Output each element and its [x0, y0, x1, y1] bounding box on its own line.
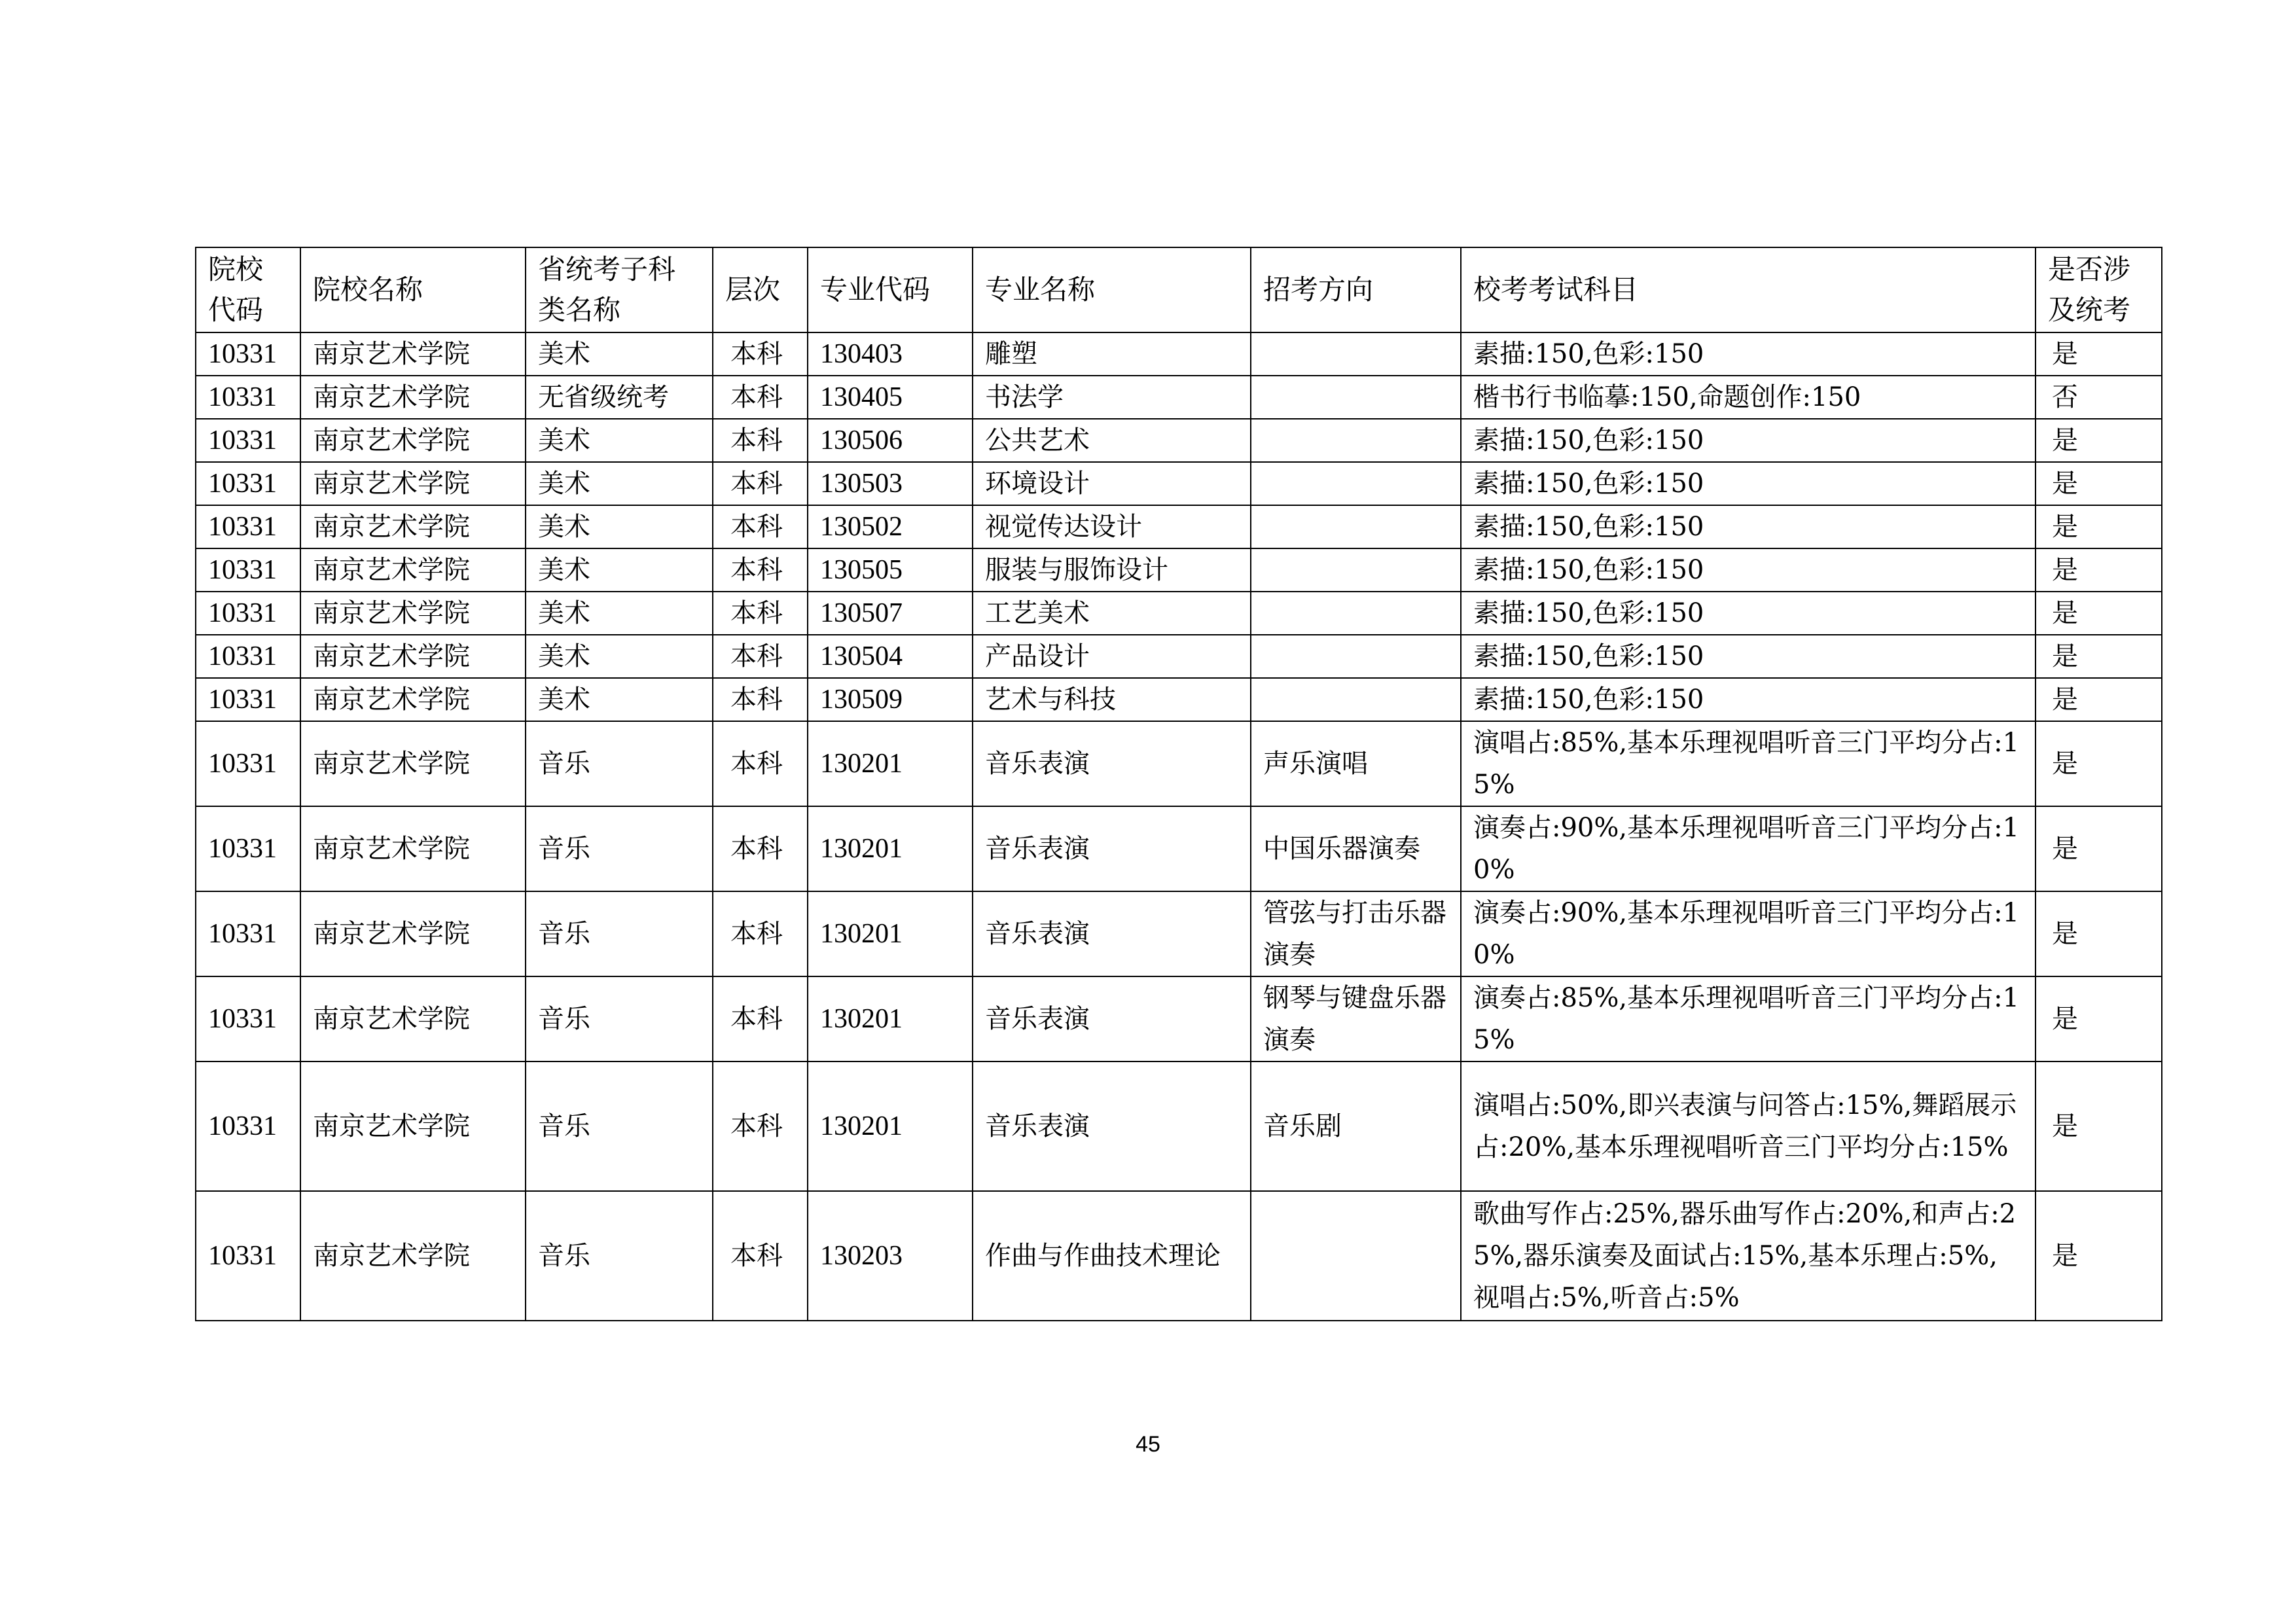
cell-school-code: 10331 — [196, 1061, 300, 1191]
cell-school-name: 南京艺术学院 — [300, 678, 526, 721]
cell-category: 音乐 — [526, 976, 713, 1061]
cell-major-name: 音乐表演 — [973, 891, 1251, 976]
cell-school-code: 10331 — [196, 635, 300, 678]
cell-direction — [1251, 1191, 1461, 1321]
cell-major-name: 作曲与作曲技术理论 — [973, 1191, 1251, 1321]
cell-subjects: 素描:150,色彩:150 — [1461, 592, 2036, 635]
cell-major-name: 音乐表演 — [973, 806, 1251, 891]
cell-subjects: 素描:150,色彩:150 — [1461, 332, 2036, 376]
cell-major-code: 130405 — [808, 376, 973, 419]
cell-school-code: 10331 — [196, 419, 300, 462]
cell-direction — [1251, 376, 1461, 419]
cell-category: 美术 — [526, 505, 713, 548]
cell-category: 美术 — [526, 462, 713, 505]
cell-subjects: 演奏占:90%,基本乐理视唱听音三门平均分占:10% — [1461, 806, 2036, 891]
cell-school-name: 南京艺术学院 — [300, 462, 526, 505]
cell-school-code: 10331 — [196, 1191, 300, 1321]
cell-school-name: 南京艺术学院 — [300, 376, 526, 419]
cell-major-name: 服装与服饰设计 — [973, 548, 1251, 592]
header-category: 省统考子科类名称 — [526, 247, 713, 332]
cell-major-name: 公共艺术 — [973, 419, 1251, 462]
cell-major-code: 130505 — [808, 548, 973, 592]
cell-major-name: 雕塑 — [973, 332, 1251, 376]
cell-subjects: 素描:150,色彩:150 — [1461, 505, 2036, 548]
cell-major-name: 环境设计 — [973, 462, 1251, 505]
cell-level: 本科 — [713, 891, 808, 976]
cell-school-name: 南京艺术学院 — [300, 419, 526, 462]
cell-unified: 是 — [2036, 505, 2162, 548]
header-major-code: 专业代码 — [808, 247, 973, 332]
cell-school-code: 10331 — [196, 332, 300, 376]
cell-subjects: 素描:150,色彩:150 — [1461, 419, 2036, 462]
cell-level: 本科 — [713, 976, 808, 1061]
header-school-name: 院校名称 — [300, 247, 526, 332]
cell-school-name: 南京艺术学院 — [300, 548, 526, 592]
table-row — [196, 721, 2162, 806]
cell-school-name: 南京艺术学院 — [300, 592, 526, 635]
table-row — [196, 806, 2162, 891]
cell-direction — [1251, 505, 1461, 548]
cell-unified: 是 — [2036, 592, 2162, 635]
cell-level: 本科 — [713, 376, 808, 419]
table-body — [196, 332, 2162, 1321]
cell-major-name: 音乐表演 — [973, 976, 1251, 1061]
cell-category: 美术 — [526, 332, 713, 376]
table-row — [196, 505, 2162, 548]
cell-unified: 是 — [2036, 332, 2162, 376]
cell-direction: 管弦与打击乐器演奏 — [1251, 891, 1461, 976]
cell-school-name: 南京艺术学院 — [300, 1191, 526, 1321]
cell-subjects: 演奏占:85%,基本乐理视唱听音三门平均分占:15% — [1461, 976, 2036, 1061]
cell-direction — [1251, 678, 1461, 721]
cell-major-name: 音乐表演 — [973, 721, 1251, 806]
cell-major-code: 130504 — [808, 635, 973, 678]
cell-level: 本科 — [713, 505, 808, 548]
cell-direction: 中国乐器演奏 — [1251, 806, 1461, 891]
cell-unified: 是 — [2036, 976, 2162, 1061]
cell-school-name: 南京艺术学院 — [300, 976, 526, 1061]
header-unified: 是否涉及统考 — [2036, 247, 2162, 332]
cell-major-code: 130506 — [808, 419, 973, 462]
cell-level: 本科 — [713, 721, 808, 806]
admissions-table — [195, 247, 2162, 1321]
table-row — [196, 332, 2162, 376]
cell-unified: 是 — [2036, 548, 2162, 592]
cell-school-code: 10331 — [196, 548, 300, 592]
cell-major-name: 书法学 — [973, 376, 1251, 419]
cell-unified: 是 — [2036, 806, 2162, 891]
cell-major-code: 130403 — [808, 332, 973, 376]
cell-direction — [1251, 548, 1461, 592]
table-row — [196, 1191, 2162, 1321]
table-row — [196, 891, 2162, 976]
cell-school-name: 南京艺术学院 — [300, 505, 526, 548]
cell-subjects: 素描:150,色彩:150 — [1461, 548, 2036, 592]
table-row — [196, 462, 2162, 505]
cell-subjects: 歌曲写作占:25%,器乐曲写作占:20%,和声占:25%,器乐演奏及面试占:15%,基本乐理占:5%,视唱占:5%,听音占:5% — [1461, 1191, 2036, 1321]
cell-school-code: 10331 — [196, 462, 300, 505]
cell-level: 本科 — [713, 678, 808, 721]
cell-subjects: 素描:150,色彩:150 — [1461, 635, 2036, 678]
cell-subjects: 演唱占:85%,基本乐理视唱听音三门平均分占:15% — [1461, 721, 2036, 806]
cell-category: 音乐 — [526, 891, 713, 976]
table-row — [196, 548, 2162, 592]
table-row — [196, 678, 2162, 721]
cell-major-code: 130503 — [808, 462, 973, 505]
cell-major-code: 130201 — [808, 891, 973, 976]
cell-school-name: 南京艺术学院 — [300, 1061, 526, 1191]
cell-level: 本科 — [713, 1061, 808, 1191]
cell-school-code: 10331 — [196, 592, 300, 635]
cell-level: 本科 — [713, 635, 808, 678]
table-row — [196, 419, 2162, 462]
cell-school-code: 10331 — [196, 376, 300, 419]
cell-major-name: 音乐表演 — [973, 1061, 1251, 1191]
cell-category: 音乐 — [526, 721, 713, 806]
cell-unified: 是 — [2036, 419, 2162, 462]
page-number: 45 — [1136, 1432, 1160, 1457]
table-row — [196, 592, 2162, 635]
cell-major-code: 130509 — [808, 678, 973, 721]
cell-major-code: 130201 — [808, 806, 973, 891]
cell-unified: 是 — [2036, 678, 2162, 721]
cell-unified: 是 — [2036, 721, 2162, 806]
cell-unified: 是 — [2036, 1061, 2162, 1191]
cell-category: 无省级统考 — [526, 376, 713, 419]
cell-school-code: 10331 — [196, 505, 300, 548]
cell-major-code: 130201 — [808, 976, 973, 1061]
cell-school-name: 南京艺术学院 — [300, 635, 526, 678]
cell-major-name: 视觉传达设计 — [973, 505, 1251, 548]
cell-school-name: 南京艺术学院 — [300, 891, 526, 976]
cell-level: 本科 — [713, 332, 808, 376]
cell-unified: 是 — [2036, 1191, 2162, 1321]
header-level: 层次 — [713, 247, 808, 332]
cell-category: 音乐 — [526, 1191, 713, 1321]
cell-direction — [1251, 635, 1461, 678]
cell-school-code: 10331 — [196, 678, 300, 721]
cell-level: 本科 — [713, 806, 808, 891]
cell-direction — [1251, 462, 1461, 505]
cell-direction: 钢琴与键盘乐器演奏 — [1251, 976, 1461, 1061]
cell-category: 美术 — [526, 419, 713, 462]
cell-direction: 声乐演唱 — [1251, 721, 1461, 806]
table-row — [196, 635, 2162, 678]
header-subjects: 校考考试科目 — [1461, 247, 2036, 332]
cell-major-code: 130502 — [808, 505, 973, 548]
cell-category: 美术 — [526, 635, 713, 678]
cell-major-code: 130201 — [808, 721, 973, 806]
cell-major-code: 130203 — [808, 1191, 973, 1321]
cell-school-code: 10331 — [196, 976, 300, 1061]
cell-level: 本科 — [713, 592, 808, 635]
cell-category: 音乐 — [526, 1061, 713, 1191]
header-school-code: 院校代码 — [196, 247, 300, 332]
cell-unified: 是 — [2036, 462, 2162, 505]
cell-major-name: 工艺美术 — [973, 592, 1251, 635]
cell-school-code: 10331 — [196, 891, 300, 976]
cell-school-name: 南京艺术学院 — [300, 332, 526, 376]
cell-subjects: 楷书行书临摹:150,命题创作:150 — [1461, 376, 2036, 419]
header-direction: 招考方向 — [1251, 247, 1461, 332]
cell-major-name: 产品设计 — [973, 635, 1251, 678]
cell-school-code: 10331 — [196, 806, 300, 891]
table-row — [196, 376, 2162, 419]
cell-unified: 是 — [2036, 635, 2162, 678]
cell-school-name: 南京艺术学院 — [300, 721, 526, 806]
cell-category: 美术 — [526, 678, 713, 721]
cell-unified: 否 — [2036, 376, 2162, 419]
cell-subjects: 素描:150,色彩:150 — [1461, 462, 2036, 505]
cell-unified: 是 — [2036, 891, 2162, 976]
header-major-name: 专业名称 — [973, 247, 1251, 332]
cell-major-code: 130507 — [808, 592, 973, 635]
cell-category: 美术 — [526, 548, 713, 592]
table-row — [196, 1061, 2162, 1191]
table-row — [196, 976, 2162, 1061]
cell-direction — [1251, 592, 1461, 635]
cell-school-name: 南京艺术学院 — [300, 806, 526, 891]
cell-major-name: 艺术与科技 — [973, 678, 1251, 721]
cell-direction — [1251, 419, 1461, 462]
cell-subjects: 素描:150,色彩:150 — [1461, 678, 2036, 721]
cell-school-code: 10331 — [196, 721, 300, 806]
cell-category: 美术 — [526, 592, 713, 635]
cell-level: 本科 — [713, 419, 808, 462]
cell-category: 音乐 — [526, 806, 713, 891]
cell-level: 本科 — [713, 462, 808, 505]
cell-major-code: 130201 — [808, 1061, 973, 1191]
cell-subjects: 演唱占:50%,即兴表演与问答占:15%,舞蹈展示占:20%,基本乐理视唱听音三门平均分占:15% — [1461, 1061, 2036, 1191]
header-row — [196, 247, 2162, 332]
cell-level: 本科 — [713, 548, 808, 592]
cell-subjects: 演奏占:90%,基本乐理视唱听音三门平均分占:10% — [1461, 891, 2036, 976]
cell-level: 本科 — [713, 1191, 808, 1321]
cell-direction — [1251, 332, 1461, 376]
cell-direction: 音乐剧 — [1251, 1061, 1461, 1191]
